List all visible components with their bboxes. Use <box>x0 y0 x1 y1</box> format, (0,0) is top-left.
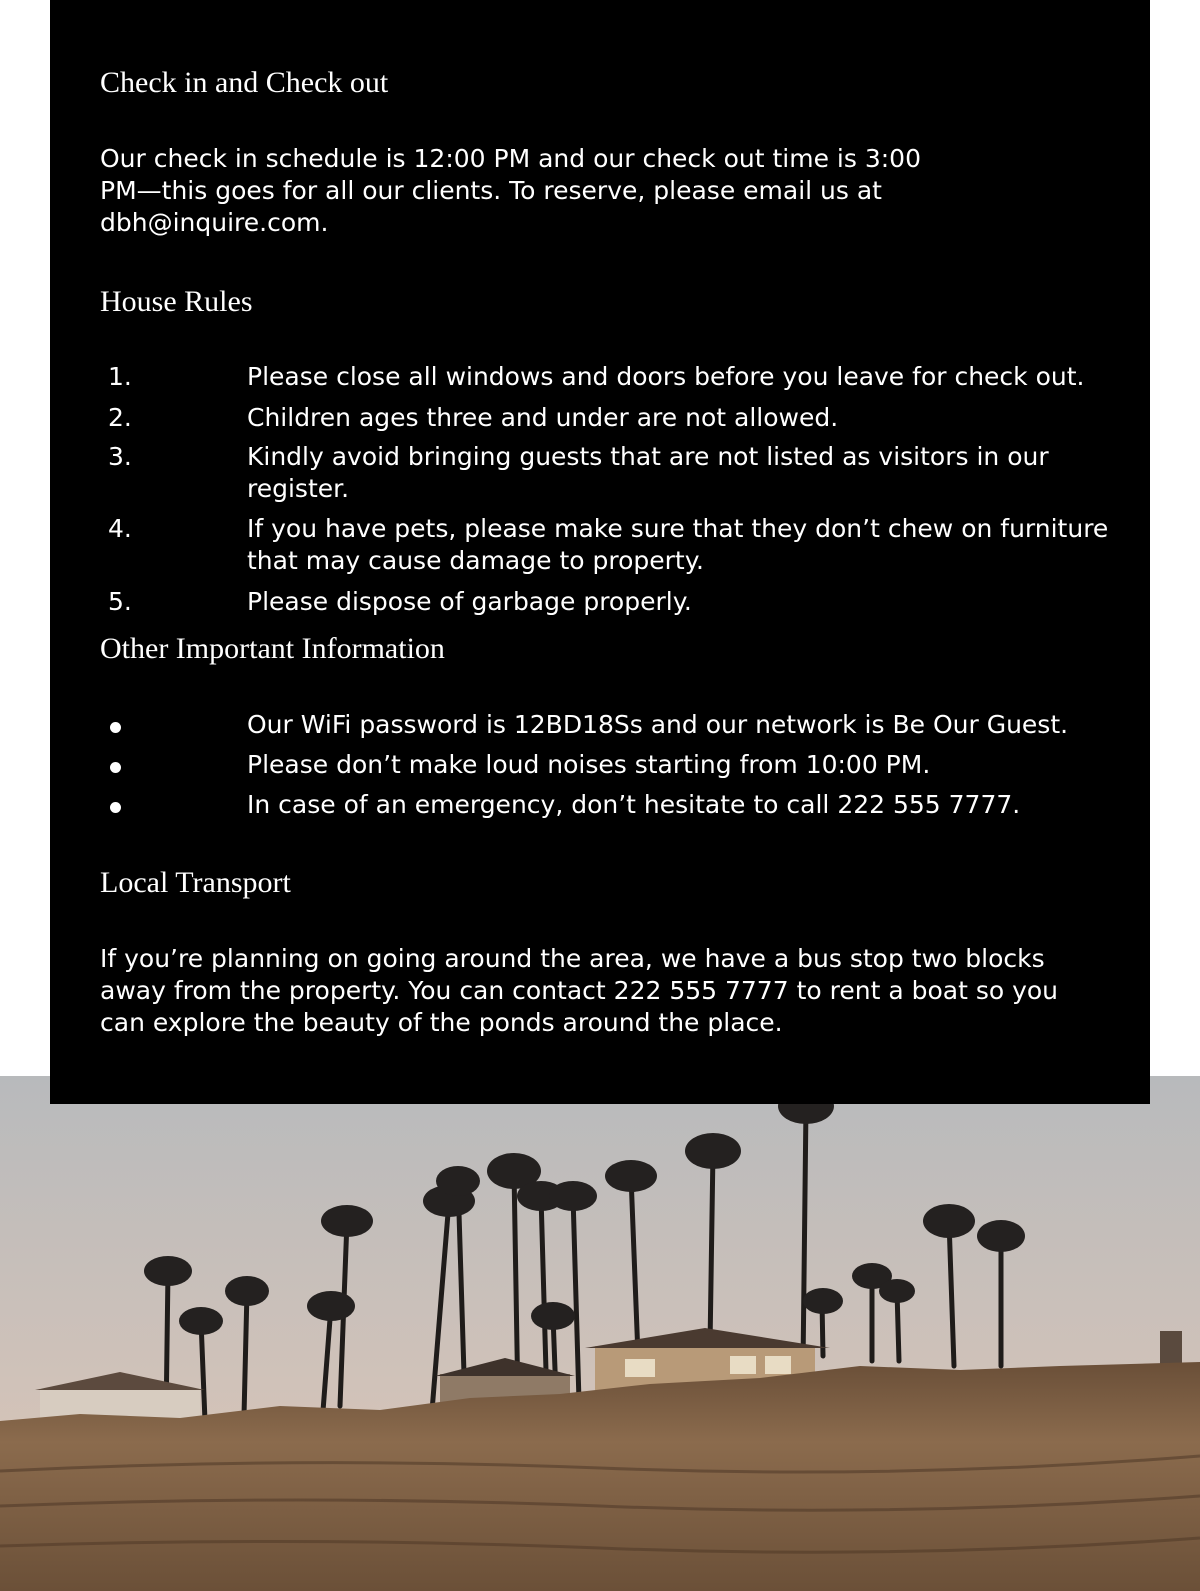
house-rule-text: If you have pets, please make sure that they don’t chew on furniture that may cause damage to property. <box>247 514 1109 575</box>
checkin-paragraph: Our check in schedule is 12:00 PM and our check out time is 3:00 PM—this goes for all our clients. To reserve, please email us at dbh@inquire.com. <box>100 144 921 237</box>
house-rule-text: Kindly avoid bringing guests that are not listed as visitors in our register. <box>247 442 1049 503</box>
house-rule-text: Children ages three and under are not allowed. <box>247 403 839 432</box>
list-number: 4. <box>108 514 132 543</box>
house-rule-item <box>100 586 1130 618</box>
info-panel <box>50 0 1150 1104</box>
info-bullet-text: In case of an emergency, don’t hesitate to call 222 555 7777. <box>247 790 1021 819</box>
house-rule-text: Please close all windows and doors before you leave for check out. <box>247 362 1085 391</box>
bullet-icon <box>110 762 121 773</box>
list-number: 2. <box>108 403 132 432</box>
list-number: 1. <box>108 362 132 391</box>
list-number: 3. <box>108 442 132 471</box>
info-bullet-item <box>100 749 1130 781</box>
local-transport-paragraph: If you’re planning on going around the area, we have a bus stop two blocks away from the property. You can contact 222 555 7777 to rent a boat so you can explore the beauty of the ponds around the place. <box>100 944 1059 1037</box>
bullet-icon <box>110 722 121 733</box>
info-bullet-text: Our WiFi password is 12BD18Ss and our network is Be Our Guest. <box>247 710 1069 739</box>
house-rule-item <box>100 513 1130 577</box>
house-rules-heading: House Rules <box>100 285 253 318</box>
house-rule-item <box>100 361 1130 393</box>
coastal-cliff-photo <box>0 1076 1200 1591</box>
checkin-heading: Check in and Check out <box>100 66 389 99</box>
other-info-heading: Other Important Information <box>100 632 445 665</box>
house-rule-item <box>100 441 1130 505</box>
info-bullet-text: Please don’t make loud noises starting from 10:00 PM. <box>247 750 931 779</box>
info-bullet-item <box>100 709 1130 741</box>
list-number: 5. <box>108 587 132 616</box>
house-rule-text: Please dispose of garbage properly. <box>247 587 692 616</box>
house-rule-item <box>100 402 1130 434</box>
info-bullet-item <box>100 789 1130 821</box>
local-transport-heading: Local Transport <box>100 866 291 899</box>
bullet-icon <box>110 802 121 813</box>
